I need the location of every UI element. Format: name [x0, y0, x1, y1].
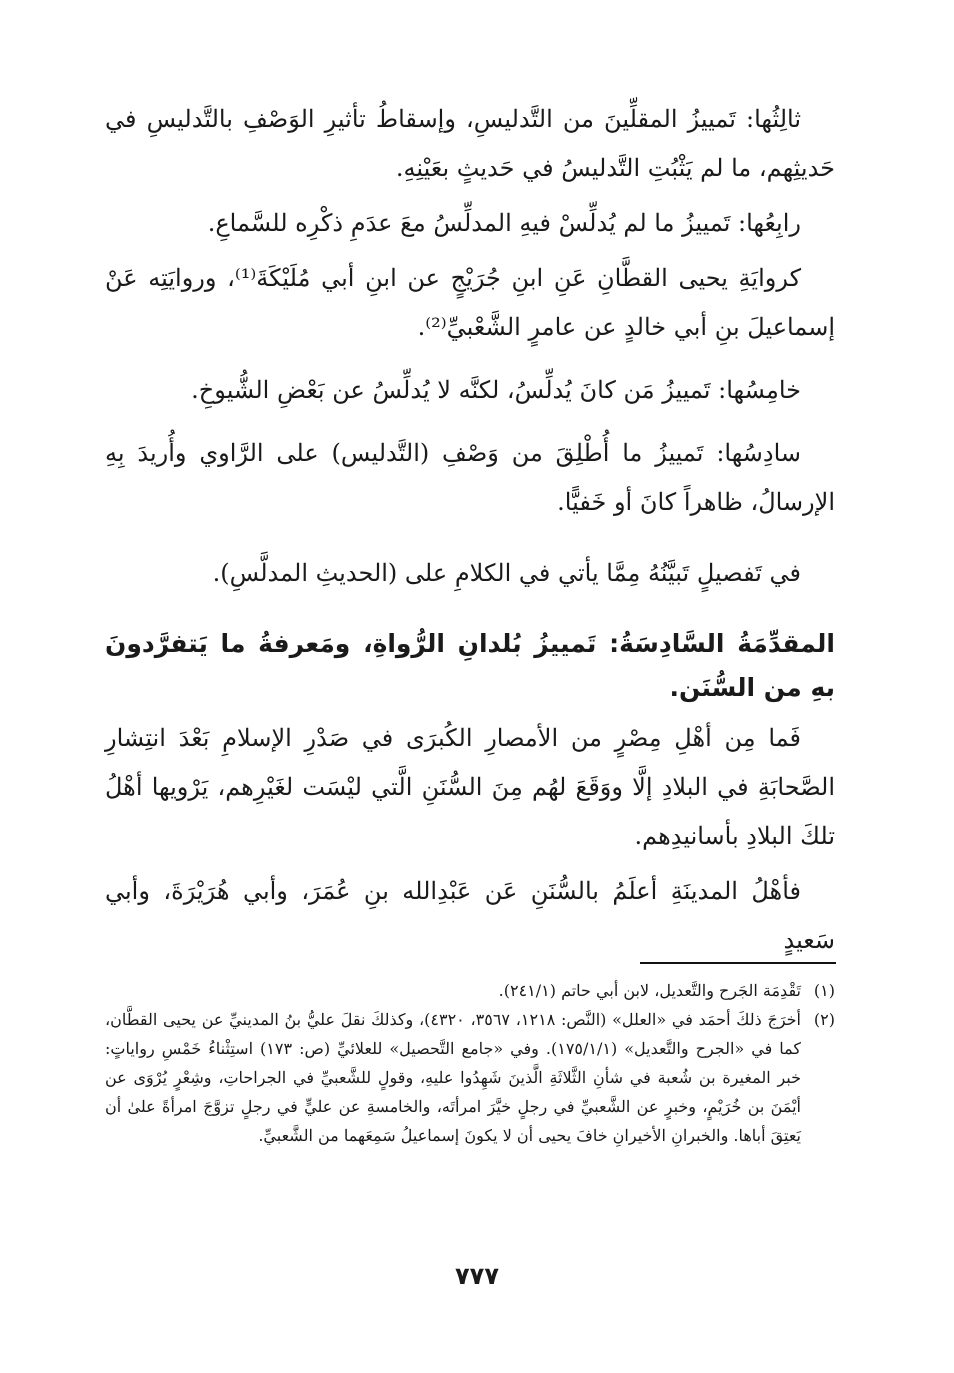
footnote-number: (١) [813, 981, 835, 1000]
paragraph-fourth: رابِعُها: تَمييزُ ما لم يُدلِّسْ فيهِ المدلِّسُ معَ عدَمِ ذكْرِه للسَّماعِ. [207, 209, 801, 237]
paragraph-third: ثالِثُها: تَمييزُ المقلِّينَ من التَّدليسِ، وإسقاطُ تأثيرِ الوَصْفِ بالتَّدليسِ في حَديثِهم، ما لم يَثْبُتِ التَّدليسُ في حَديثٍ بعَيْنِهِ. [105, 105, 835, 182]
section-heading: المقدِّمَةُ السَّادِسَةُ: تَمييزُ بُلدانِ الرُّواةِ، ومَعرفةُ ما يَتفرَّدونَ بهِ من السُّنَن. [105, 629, 835, 702]
paragraph-cities: فَما مِن أهْلِ مِصْرٍ من الأمصارِ الكُبرَى في صَدْرِ الإسلامِ بَعْدَ انتِشارِ الصَّحابَةِ في البلادِ إلَّا ووَقَعَ لهُم مِنَ السُّنَنِ الَّتي ليْسَت لغَيْرِهم، يَرْويها أهْلُ تلكَ البلادِ بأسانيدِهم. [105, 724, 835, 850]
footnote-text: أخرَجَ ذلكَ أحمَد في «العلل» (النَّص: ١٢١٨، ٣٥٦٧، ٤٣٢٠)، وكذلكَ نقلَ عليُّ بنُ المدينيِّ عن يحيى القطَّان، كما في «الجرح والتَّعديل» (١٧٥/١/١). وفي «جامع التَّحصيل» للعلائيِّ (ص: ١٧٣) استِثْناءُ خَمْسِ رواياتٍ: خبر المغيرة بن شُعبة في شأنِ الثَّلاثَةِ الَّذينَ شَهِدُوا عليهِ، وقولٍ للشَّعبيِّ في الجراحاتِ، وشِعْرٍ يُرْوَى عن أيْمَنَ بن خُرَيْمٍ، وخبرٍ عن الشَّعبيِّ في رجلٍ خيَّرَ امرأتَه، والخامسةِ عن عليٍّ في رجلٍ تزوَّجَ امرأةً علىٰ أن يَعتِقَ أباها. والخبرانِ الأخيرانِ خافَ يحيى أن لا يكونَ إسماعيلُ سَمِعَهما من الشَّعبيِّ. [105, 1010, 802, 1145]
page-number: ٧٧٧ [455, 1262, 499, 1290]
footnote-1 [105, 976, 835, 1005]
footnote-separator [640, 962, 836, 964]
paragraph-sixth: سادِسُها: تَمييزُ ما أُطْلِقَ من وَصْفِ (التَّدليس) على الرَّاوي وأُريدَ بِهِ الإرسالُ، ظاهراً كانَ أو خَفيًّا. [105, 439, 835, 516]
main-text [105, 95, 835, 965]
paragraph-detail: في تَفصيلٍ تَبيَّنُهُ مِمَّا يأتي في الكلامِ على (الحديثِ المدلَّسِ). [212, 559, 801, 587]
footnote-text: تَقْدِمَة الجَرح والتَّعديل، لابن أبي حاتم (٢٤١/١). [498, 981, 801, 1000]
paragraph-fifth: خامِسُها: تَمييزُ مَن كانَ يُدلِّسُ، لكنَّه لا يُدلِّسُ عن بَعْضِ الشُّيوخِ. [191, 376, 801, 404]
paragraph-medina: فأهْلُ المدينَةِ أعلَمُ بالسُّنَنِ عَن عَبْدِالله بنِ عُمَرَ، وأبي هُرَيْرَةَ، وأبي سَعيدٍ [105, 877, 835, 954]
footnote-number: (٢) [813, 1010, 835, 1029]
footnote-2 [105, 1005, 835, 1150]
paragraph-example: كروايَةِ يحيى القطَّانِ عَنِ ابنِ جُرَيْجٍ عن ابنِ أبي مُلَيْكَةَ⁽¹⁾، وروايَتِه عَنْ إسماعيلَ بنِ أبي خالدٍ عن عامرٍ الشَّعْبيِّ⁽²⁾. [105, 264, 835, 341]
footnotes [105, 976, 835, 1150]
